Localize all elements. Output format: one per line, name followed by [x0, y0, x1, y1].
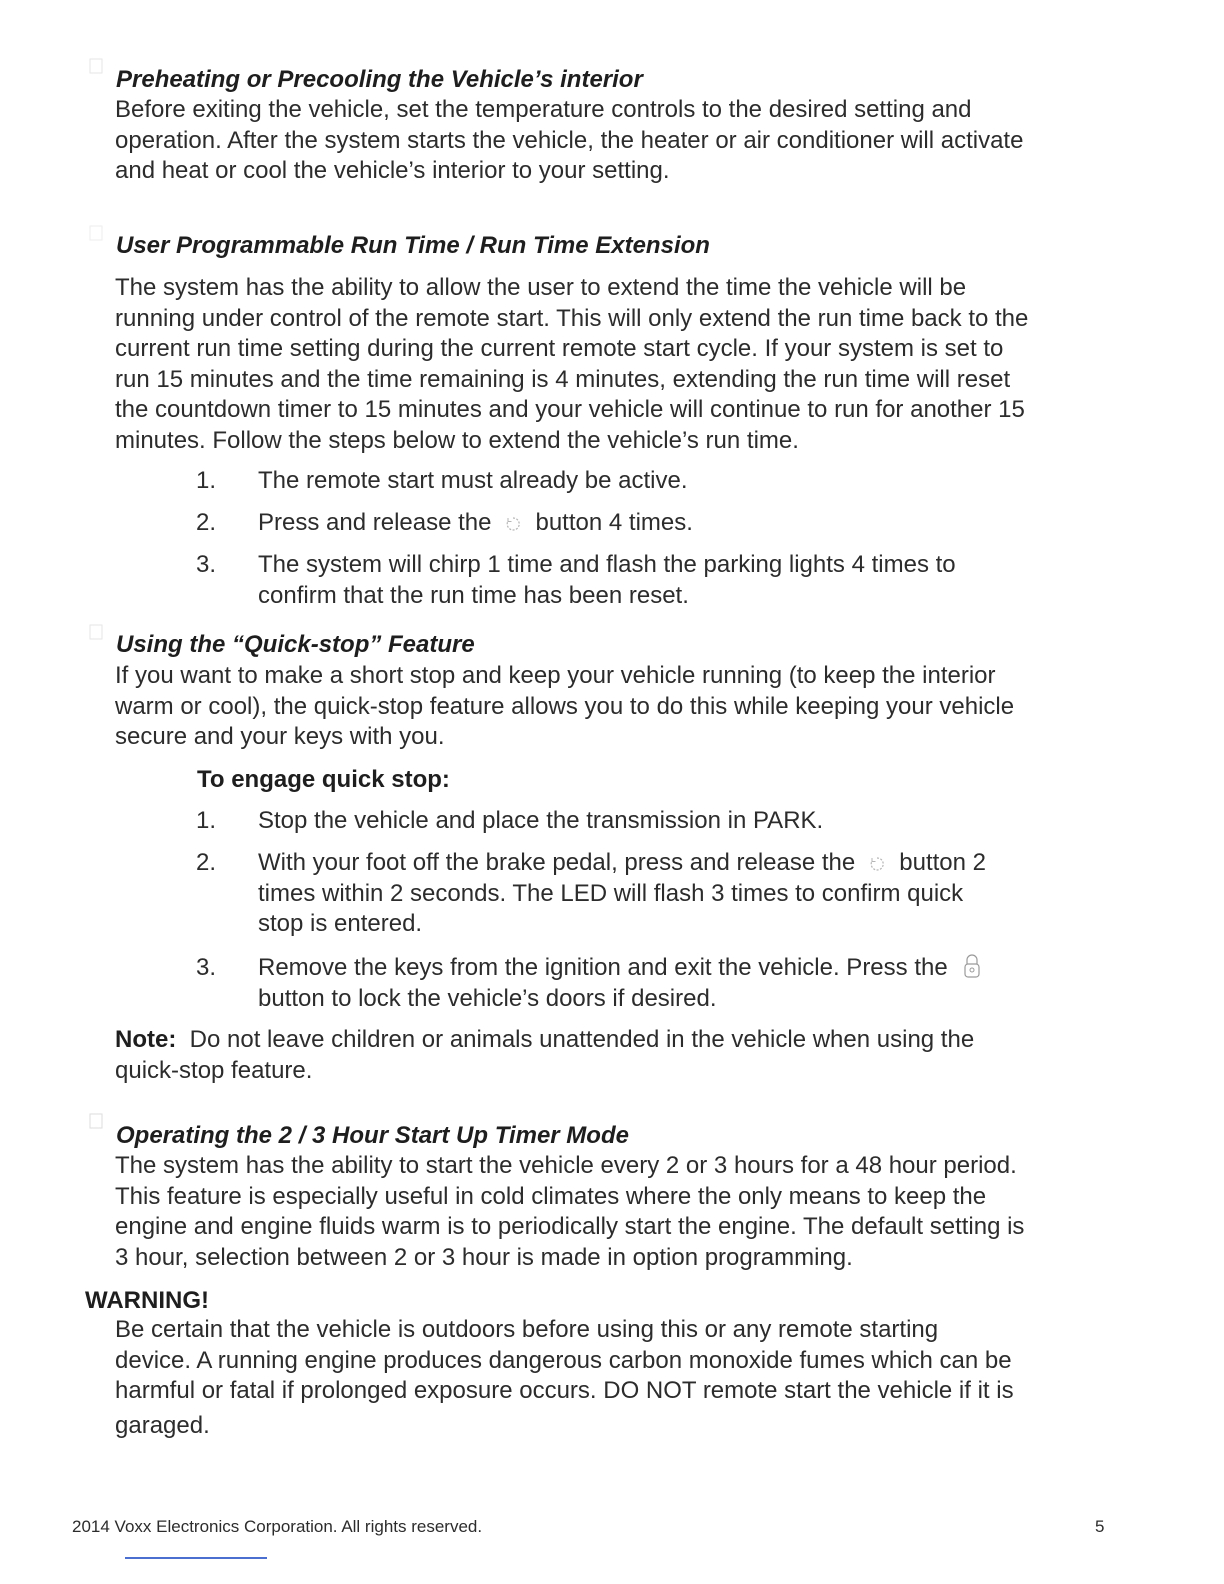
remote-start-icon — [869, 856, 885, 872]
text-line: engine and engine fluids warm is to periodically start the engine. The default setting is — [115, 1213, 1025, 1240]
text-line: minutes. Follow the steps below to extend the vehicle’s run time. — [115, 426, 799, 454]
quickstop-paragraph — [115, 661, 1115, 753]
text-line: warm or cool), the quick-stop feature allows you to do this while keeping your vehicle — [115, 692, 1015, 720]
quickstop-heading: Using the “Quick-stop” Feature — [116, 631, 475, 658]
text-line: Before exiting the vehicle, set the temperature controls to the desired setting and — [115, 96, 972, 123]
warning-heading: WARNING! — [85, 1287, 209, 1314]
step-text: times within 2 seconds. The LED will flash 3 times to confirm quick — [258, 879, 964, 907]
text-line: garaged. — [115, 1411, 210, 1439]
step-text: confirm that the run time has been reset. — [258, 581, 689, 609]
warning-paragraph — [115, 1315, 1115, 1441]
section-marker-icon — [88, 1112, 104, 1130]
step-text: stop is entered. — [258, 910, 423, 937]
text-line: harmful or fatal if prolonged exposure occurs. DO NOT remote start the vehicle if it is — [115, 1377, 1014, 1404]
text-line: This feature is especially useful in cold climates where the only means to keep the — [115, 1182, 987, 1210]
text-line: 3 hour, selection between 2 or 3 hour is made in option programming. — [115, 1243, 853, 1271]
section-marker-icon — [88, 57, 104, 75]
text-line: If you want to make a short stop and keep your vehicle running (to keep the interior — [115, 662, 996, 689]
step-text: button 4 times. — [535, 509, 693, 536]
lock-icon — [962, 953, 982, 979]
timer-paragraph — [115, 1151, 1115, 1273]
text-line: running under control of the remote start. This will only extend the run time back to the — [115, 304, 1029, 332]
text-line: operation. After the system starts the vehicle, the heater or air conditioner will activate — [115, 126, 1024, 154]
note-label: Note: — [115, 1026, 177, 1053]
quickstop-subheading: To engage quick stop: — [197, 766, 450, 793]
remote-start-icon — [505, 516, 521, 532]
step-text: button 2 — [899, 849, 986, 876]
text-line: secure and your keys with you. — [115, 723, 445, 750]
text-line: The system has the ability to allow the user to extend the time the vehicle will be — [115, 274, 967, 301]
text-line: run 15 minutes and the time remaining is 4 minutes, extending the run time will reset — [115, 365, 1011, 393]
step-number: 3. — [196, 551, 217, 578]
step-text: With your foot off the brake pedal, press and release the — [258, 849, 856, 876]
text-line: the countdown timer to 15 minutes and your vehicle will continue to run for another 15 — [115, 396, 1025, 423]
step-number: 1. — [196, 467, 217, 494]
step-text: Stop the vehicle and place the transmission in PARK. — [258, 807, 824, 834]
text-line: Be certain that the vehicle is outdoors before using this or any remote starting — [115, 1316, 939, 1343]
step-number: 2. — [196, 509, 217, 536]
text-line: current run time setting during the current remote start cycle. If your system is set to — [115, 335, 1004, 362]
quickstop-note — [115, 1025, 974, 1086]
section-marker-icon — [88, 224, 104, 242]
step-text: The remote start must already be active. — [258, 467, 688, 494]
runtime-heading: User Programmable Run Time / Run Time Extension — [116, 232, 710, 259]
step-text: The system will chirp 1 time and flash the parking lights 4 times to — [258, 551, 956, 578]
step-text: Press and release the — [258, 509, 492, 536]
preheat-heading: Preheating or Precooling the Vehicle’s interior — [116, 66, 643, 93]
footer-copyright: 2014 Voxx Electronics Corporation. All rights reserved. — [72, 1517, 483, 1536]
text-line: The system has the ability to start the vehicle every 2 or 3 hours for a 48 hour period. — [115, 1152, 1017, 1179]
step-text: Remove the keys from the ignition and exit the vehicle. Press the — [258, 954, 948, 981]
step-number: 1. — [196, 807, 217, 834]
runtime-paragraph — [115, 273, 1115, 456]
timer-heading: Operating the 2 / 3 Hour Start Up Timer Mode — [116, 1122, 629, 1149]
note-text: quick-stop feature. — [115, 1056, 313, 1084]
step-number: 2. — [196, 849, 217, 876]
section-marker-icon — [88, 623, 104, 641]
step-text: button to lock the vehicle’s doors if desired. — [258, 984, 717, 1012]
preheat-paragraph — [115, 95, 1115, 187]
note-text: Do not leave children or animals unattended in the vehicle when using the — [189, 1026, 975, 1053]
step-number: 3. — [196, 954, 217, 981]
text-line: device. A running engine produces dangerous carbon monoxide fumes which can be — [115, 1346, 1012, 1374]
text-line: and heat or cool the vehicle’s interior to your setting. — [115, 157, 670, 184]
footer-link-underline — [125, 1557, 267, 1559]
page-number: 5 — [1095, 1517, 1105, 1536]
